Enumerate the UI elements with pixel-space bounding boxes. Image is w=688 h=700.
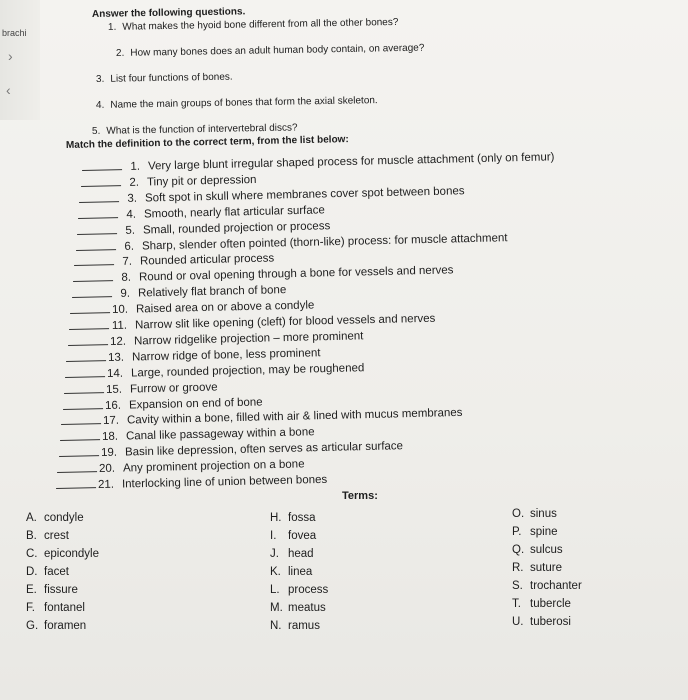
definition-text: Furrow or groove: [129, 381, 218, 396]
definition-number: 4.: [126, 208, 137, 221]
term-item: [270, 602, 328, 620]
term-letter: T.: [512, 598, 521, 610]
definition-number: 5.: [125, 224, 135, 237]
term-item: [26, 620, 99, 638]
term-letter: E.: [26, 584, 37, 596]
term-letter: P.: [512, 526, 522, 538]
answer-blank[interactable]: [81, 175, 121, 187]
term-letter: C.: [26, 548, 38, 560]
definition-number: 15.: [105, 383, 122, 396]
term-letter: M.: [270, 602, 283, 614]
answer-blank[interactable]: [58, 445, 98, 457]
term-letter: S.: [512, 580, 523, 592]
term-item: [26, 602, 99, 620]
term-item: [512, 526, 582, 544]
term-name: spine: [530, 526, 558, 538]
definition-text: Sharp, slender often pointed (thorn-like) process: for muscle attachment: [141, 231, 508, 253]
question-number: 2.: [115, 47, 125, 59]
definition-number: 8.: [121, 271, 132, 285]
term-item: [26, 566, 99, 584]
definition-row: [82, 149, 555, 174]
answer-blank[interactable]: [66, 350, 106, 362]
term-name: fovea: [288, 530, 317, 542]
answer-blank[interactable]: [65, 366, 105, 378]
question-text: List four functions of bones.: [110, 71, 233, 85]
definition-text: Smooth, nearly flat articular surface: [143, 204, 326, 221]
term-letter: L.: [270, 584, 280, 596]
term-letter: D.: [26, 566, 38, 578]
term-item: [270, 584, 328, 602]
term-name: tubercle: [530, 598, 571, 610]
match-heading: Match the definition to the correct term, from the list below:: [65, 134, 349, 151]
question-number: 3.: [95, 73, 105, 85]
definition-text: Raised area on or above a condyle: [136, 299, 315, 316]
definition-text: Interlocking line of union between bones: [121, 473, 328, 491]
definition-number: 13.: [108, 351, 125, 364]
definition-text: Cavity within a bone, filled with air & lined with mucus membranes: [127, 407, 463, 427]
definition-text: Narrow ridgelike projection – more prominent: [133, 330, 364, 348]
definition-text: Narrow slit like opening (cleft) for blood vessels and nerves: [134, 312, 436, 332]
term-name: crest: [44, 530, 69, 542]
term-letter: I.: [270, 530, 277, 542]
definition-row: [64, 379, 218, 396]
definition-text: Small, rounded projection or process: [142, 219, 331, 237]
term-item: [512, 598, 582, 616]
term-item: [26, 512, 99, 530]
answer-blank[interactable]: [70, 302, 110, 314]
answer-blank[interactable]: [69, 318, 109, 330]
definition-text: Soft spot in skull where membranes cover spot between bones: [145, 185, 466, 205]
definition-text: Canal like passageway within a bone: [125, 426, 315, 443]
question-text: Name the main groups of bones that form the axial skeleton.: [110, 95, 378, 111]
term-name: condyle: [44, 512, 84, 524]
term-name: fossa: [288, 512, 316, 524]
definition-text: Large, rounded projection, may be roughened: [130, 361, 365, 380]
term-name: fissure: [44, 584, 78, 596]
term-letter: F.: [26, 602, 35, 614]
answer-blank[interactable]: [60, 429, 100, 441]
definition-number: 3.: [127, 192, 138, 205]
answer-blank[interactable]: [78, 207, 118, 219]
definition-text: Very large blunt irregular shaped process for muscle attachment (only on femur): [147, 151, 555, 173]
question-number: 1.: [107, 21, 117, 33]
term-letter: A.: [26, 512, 37, 524]
term-name: suture: [530, 562, 562, 574]
terms-heading: Terms:: [342, 490, 378, 502]
term-item: [270, 566, 328, 584]
answer-blank[interactable]: [74, 254, 114, 266]
term-name: head: [288, 548, 314, 560]
term-item: [270, 548, 328, 566]
definition-text: Narrow ridge of bone, less prominent: [132, 347, 322, 364]
definition-text: Relatively flat branch of bone: [137, 284, 287, 300]
term-item: [512, 562, 582, 580]
definition-number: 21.: [97, 478, 115, 492]
answer-blank[interactable]: [61, 413, 101, 425]
answer-blank[interactable]: [68, 334, 108, 346]
term-item: [512, 616, 582, 634]
definition-number: 6.: [123, 240, 134, 253]
question-text: What is the function of intervertebral discs?: [106, 122, 298, 137]
term-item: [270, 512, 328, 530]
definition-text: Basin like depression, often serves as articular surface: [124, 440, 403, 459]
term-item: [270, 530, 328, 548]
definition-text: Round or oval opening through a bone for vessels and nerves: [138, 264, 454, 284]
answer-blank[interactable]: [57, 461, 97, 473]
definition-number: 19.: [100, 446, 117, 460]
term-item: [26, 584, 99, 602]
term-name: fontanel: [44, 602, 85, 614]
answer-blank[interactable]: [73, 270, 113, 282]
definition-number: 12.: [109, 335, 126, 348]
definition-number: 7.: [122, 256, 133, 269]
terms-column-3: [512, 508, 582, 634]
term-name: trochanter: [530, 580, 582, 592]
definition-number: 10.: [112, 303, 129, 317]
term-item: [512, 508, 582, 526]
term-name: ramus: [288, 620, 320, 632]
term-letter: K.: [270, 566, 281, 578]
question-number: 4.: [95, 99, 105, 111]
term-name: process: [288, 584, 329, 596]
margin-text: brachi: [2, 28, 27, 38]
term-letter: J.: [270, 548, 279, 560]
definition-number: 20.: [99, 462, 116, 476]
answer-blank[interactable]: [71, 286, 111, 298]
term-item: [512, 580, 582, 598]
definition-number: 2.: [128, 176, 139, 189]
definition-row: [81, 172, 257, 190]
answer-blank[interactable]: [62, 398, 102, 410]
definition-text: Rounded articular process: [140, 252, 275, 268]
term-name: sulcus: [530, 544, 563, 556]
term-name: linea: [288, 566, 313, 578]
term-letter: R.: [512, 562, 524, 574]
term-item: [512, 544, 582, 562]
term-letter: N.: [270, 620, 282, 632]
definition-text: Any prominent projection on a bone: [123, 458, 305, 475]
terms-column-1: [26, 512, 99, 638]
term-letter: H.: [270, 512, 282, 524]
questions-heading: Answer the following questions.: [91, 6, 246, 20]
term-letter: O.: [512, 508, 525, 520]
term-item: [270, 620, 328, 638]
term-item: [26, 548, 99, 566]
definition-number: 18.: [101, 430, 119, 444]
term-item: [26, 530, 99, 548]
question-text: What makes the hyoid bone different from all the other bones?: [122, 16, 399, 33]
answer-blank[interactable]: [75, 239, 115, 251]
definition-number: 14.: [106, 367, 124, 380]
definition-number: 17.: [103, 415, 120, 428]
term-letter: Q.: [512, 544, 525, 556]
margin-mark-icon: ‹: [6, 82, 11, 98]
terms-column-2: [270, 512, 328, 638]
margin-mark-icon: ›: [8, 48, 13, 64]
term-name: foramen: [44, 620, 87, 632]
definition-text: Tiny pit or depression: [146, 173, 257, 189]
answer-blank[interactable]: [64, 382, 104, 394]
term-name: epicondyle: [44, 548, 99, 560]
term-name: meatus: [288, 602, 326, 614]
term-letter: U.: [512, 616, 524, 628]
answer-blank[interactable]: [77, 223, 117, 235]
answer-blank[interactable]: [82, 159, 122, 171]
term-letter: B.: [26, 530, 37, 542]
answer-blank[interactable]: [79, 191, 119, 203]
definition-number: 1.: [130, 160, 141, 173]
term-name: sinus: [530, 508, 557, 520]
term-name: facet: [44, 566, 69, 578]
definition-number: 16.: [104, 399, 121, 412]
answer-blank[interactable]: [56, 477, 96, 489]
term-letter: G.: [26, 620, 39, 632]
definition-number: 9.: [119, 287, 130, 301]
definition-number: 11.: [111, 319, 128, 333]
question-text: How many bones does an adult human body contain, on average?: [130, 42, 425, 59]
definition-text: Expansion on end of bone: [128, 395, 263, 412]
question-number: 5.: [91, 125, 101, 137]
term-name: tuberosi: [530, 616, 571, 628]
